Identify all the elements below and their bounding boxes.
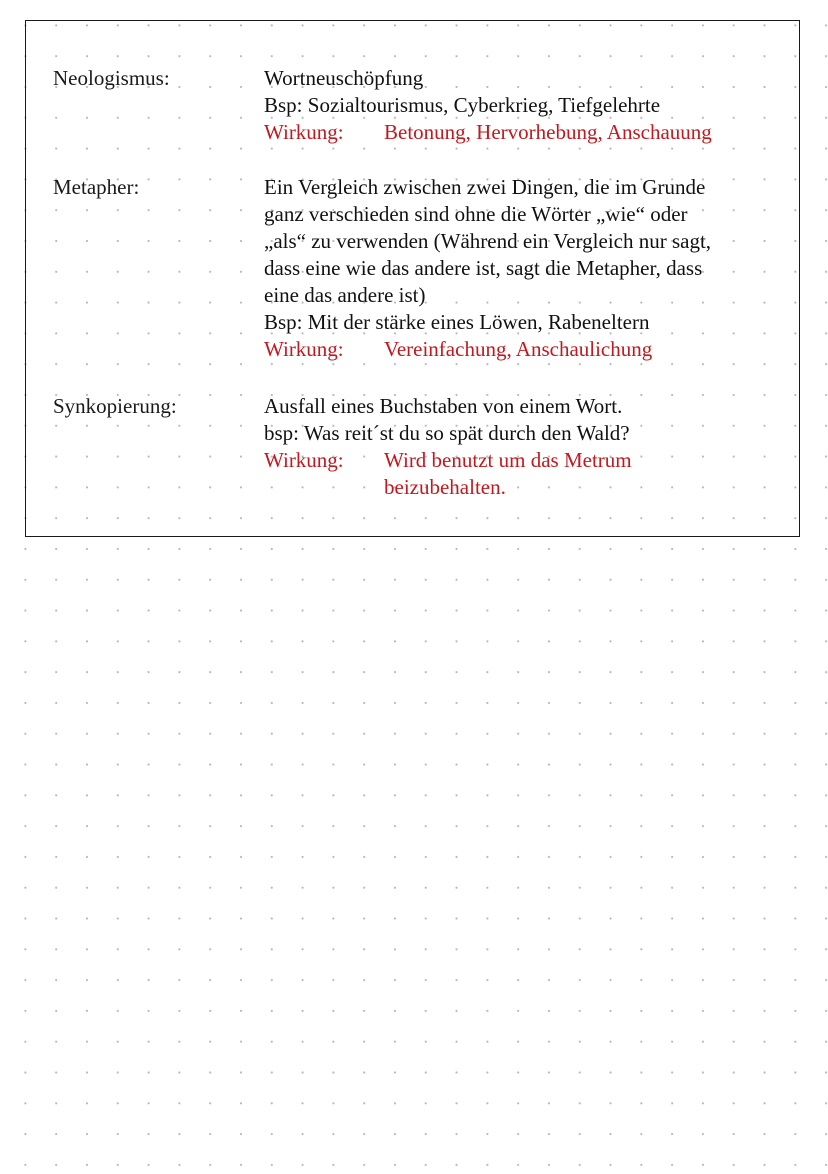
definition-line: Ausfall eines Buchstaben von einem Wort. xyxy=(264,394,623,418)
term-synkopierung: Synkopierung: xyxy=(53,394,177,418)
effect-row xyxy=(264,447,784,501)
example-line: bsp: Was reit´st du so spät durch den Wald? xyxy=(264,421,630,445)
example-line: Bsp: Sozialtourismus, Cyberkrieg, Tiefgelehrte xyxy=(264,93,661,117)
effect-text: Wird benutzt um das Metrum beizubehalten. xyxy=(384,448,632,499)
effect-text: Betonung, Hervorhebung, Anschauung xyxy=(384,120,712,144)
definition-neologismus xyxy=(264,65,784,146)
term-neologismus: Neologismus: xyxy=(53,66,170,90)
effect-label: Wirkung: xyxy=(264,448,344,472)
definition-line: eine das andere ist) xyxy=(264,283,426,307)
example-line: Bsp: Mit der stärke eines Löwen, Rabeneltern xyxy=(264,310,650,334)
effect-label: Wirkung: xyxy=(264,120,344,144)
definition-metapher xyxy=(264,174,784,363)
effect-row xyxy=(264,336,784,363)
definition-synkopierung xyxy=(264,393,784,501)
effect-label: Wirkung: xyxy=(264,337,344,361)
term-metapher: Metapher: xyxy=(53,175,140,199)
definition-card xyxy=(25,20,800,537)
effect-text: Vereinfachung, Anschaulichung xyxy=(384,337,653,361)
effect-row xyxy=(264,119,784,146)
definition-line: Wortneuschöpfung xyxy=(264,66,424,90)
definition-line: dass eine wie das andere ist, sagt die Metapher, dass xyxy=(264,256,703,280)
definition-line: „als“ zu verwenden (Während ein Vergleich nur sagt, xyxy=(264,229,712,253)
definition-line: Ein Vergleich zwischen zwei Dingen, die im Grunde xyxy=(264,175,706,199)
definition-line: ganz verschieden sind ohne die Wörter „wie“ oder xyxy=(264,202,688,226)
